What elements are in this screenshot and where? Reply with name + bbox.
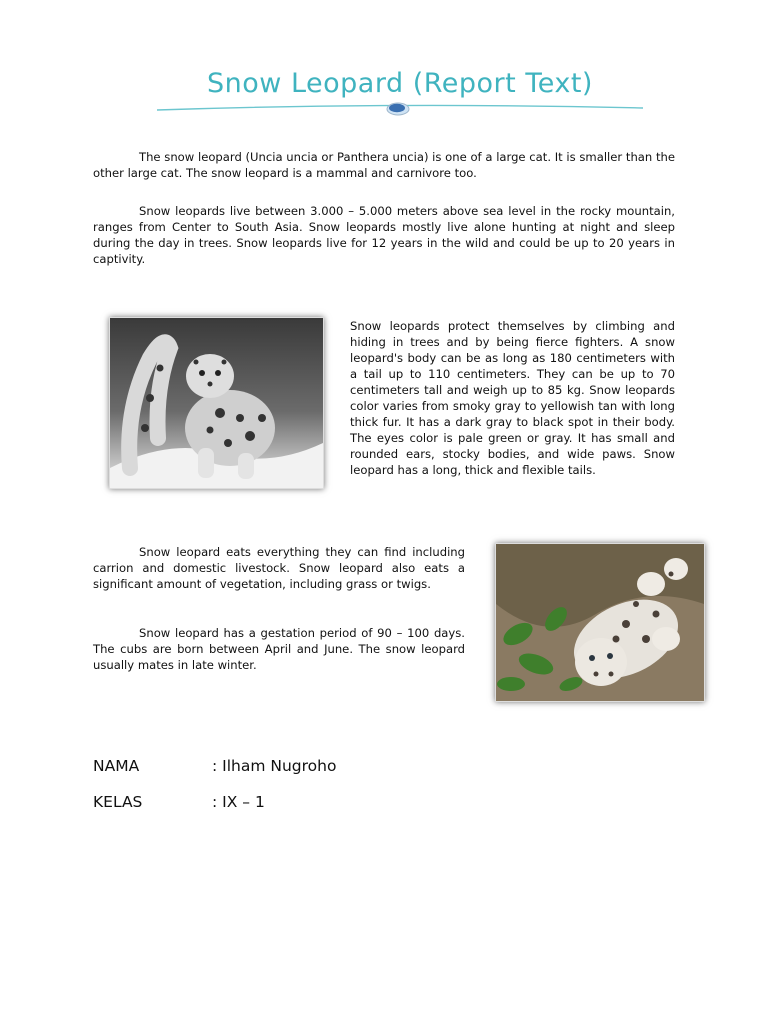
title-underline: [155, 98, 645, 120]
name-label: NAMA: [93, 757, 140, 775]
reproduction-paragraph: Snow leopard has a gestation period of 90 – 100 days. The cubs are born between April and June. The snow leopard usually mates in late winter.: [93, 626, 465, 672]
name-value: : Ilham Nugroho: [212, 757, 337, 775]
snow-leopard-cub-photo: [495, 543, 705, 702]
diet-paragraph: Snow leopard eats everything they can find including carrion and domestic livestock. Snow leopard also eats a significant amount of vegetation, including grass or twigs.: [93, 545, 465, 591]
class-value: : IX – 1: [212, 793, 265, 811]
intro-paragraph: The snow leopard (Uncia uncia or Panthera uncia) is one of a large cat. It is smaller than the other large cat. The snow leopard is a mammal and carnivore too.: [93, 150, 675, 180]
class-label: KELAS: [93, 793, 143, 811]
description-paragraph: Snow leopards protect themselves by climbing and hiding in trees and by being fierce fighters. A snow leopard's body can be as long as 180 centimeters with a tail up to 110 centimeters. They can be up to 70 centimeters tall and weigh up to 85 kg. Snow leopards color varies from smoky gray to yellowish tan with long thick fur. It has a dark gray to black spot in their body. The eyes color is pale green or gray. It has small and rounded ears, stocky bodies, and wide paws. Snow leopard has a long, thick and flexible tails.: [350, 319, 675, 477]
page-title: Snow Leopard (Report Text): [207, 68, 593, 99]
snow-leopard-photo-bw: [109, 317, 324, 489]
habitat-paragraph: Snow leopards live between 3.000 – 5.000 meters above sea level in the rocky mountain, ranges from Center to South Asia. Snow leopards mostly live alone hunting at night and sleep during the day in trees. Snow leopards live for 12 years in the wild and could be up to 20 years in captivity.: [93, 204, 675, 266]
